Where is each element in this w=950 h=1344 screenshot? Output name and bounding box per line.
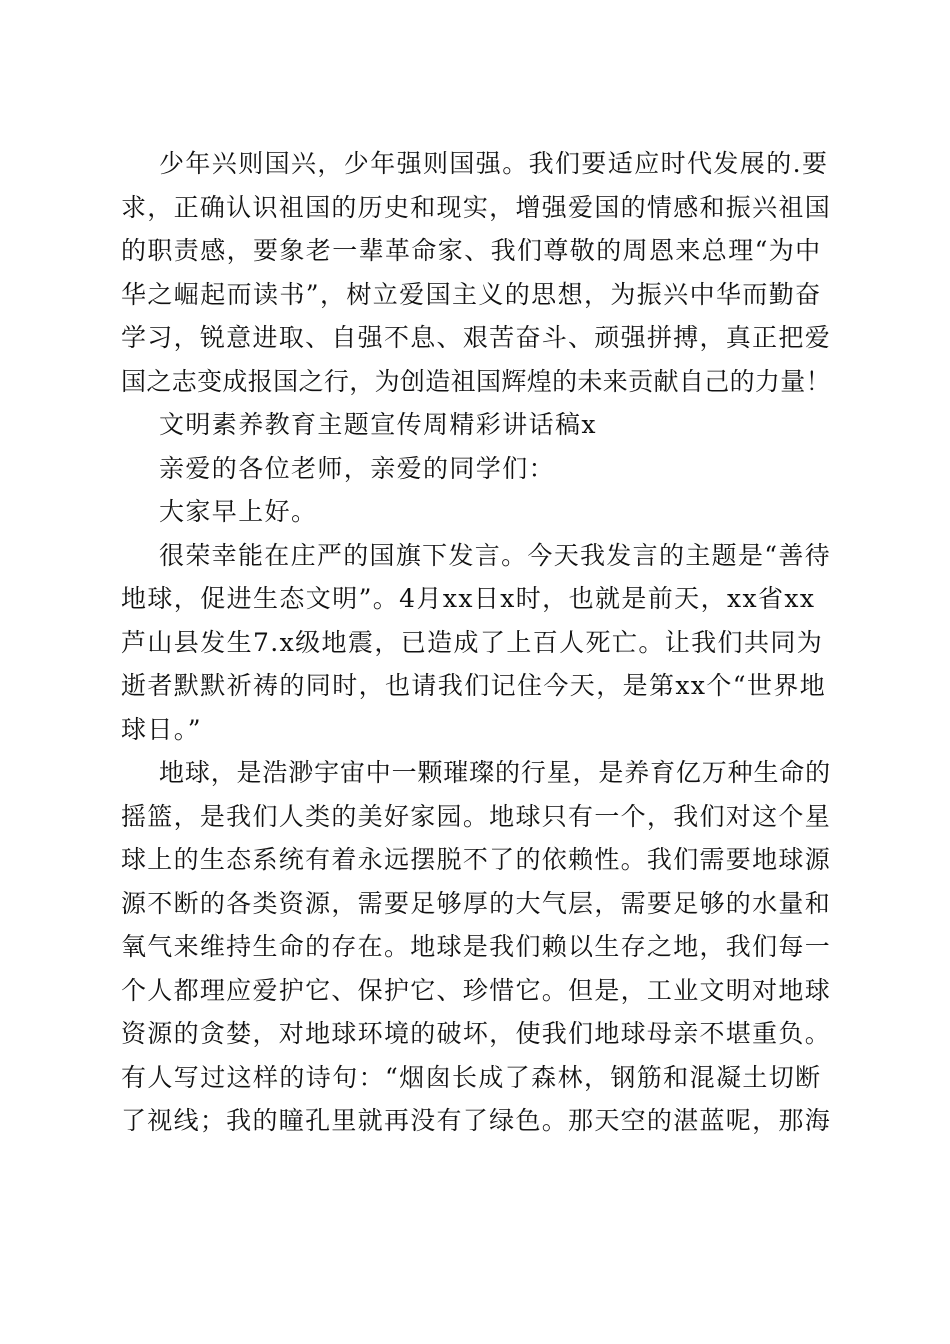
text-line: 有人写过这样的诗句：“烟囱长成了森林，钢筋和混凝土切断 (121, 1062, 822, 1092)
text-line: 个人都理应爱护它、保护它、珍惜它。但是，工业文明对地球 (121, 975, 831, 1005)
text-line: 的职责感，要象老一辈革命家、我们尊敬的周恩来总理“为中 (121, 236, 822, 265)
text-line: 华之崛起而读书”，树立爱国主义的思想，为振兴中华而勤奋 (121, 279, 822, 309)
paragraph-earth-description (121, 751, 831, 1143)
paragraph-youth-strength (121, 142, 831, 403)
text-line: 地球，是浩渺宇宙中一颗璀璨的行星，是养育亿万种生命的 (159, 758, 831, 787)
text-line: 摇篮，是我们人类的美好家园。地球只有一个，我们对这个星 (121, 801, 831, 831)
text-line: 学习，锐意进取、自强不息、艰苦奋斗、顽强拼搏，真正把爱 (121, 323, 831, 352)
text-line: 逝者默默祈祷的同时，也请我们记住今天，是第xx个“世界地 (121, 671, 827, 700)
speech-title (121, 403, 831, 447)
paragraph-earth-day-intro (121, 534, 831, 752)
text-line: 了视线；我的瞳孔里就再没有了绿色。那天空的湛蓝呢，那海 (121, 1106, 831, 1135)
text-line: 球日。” (121, 714, 202, 744)
greeting (121, 490, 831, 534)
text-line: 文明素养教育主题宣传周精彩讲话稿x (159, 410, 597, 439)
text-line: 求，正确认识祖国的历史和现实，增强爱国的情感和振兴祖国 (121, 192, 831, 222)
text-line: 大家早上好。 (159, 497, 318, 526)
text-line: 球上的生态系统有着永远摆脱不了的依赖性。我们需要地球源 (121, 845, 831, 874)
salutation (121, 447, 831, 491)
text-line: 国之志变成报国之行，为创造祖国辉煌的未来贡献自己的力量！ (121, 366, 831, 396)
text-line: 资源的贪婪，对地球环境的破坏，使我们地球母亲不堪重负。 (121, 1019, 831, 1048)
text-line: 很荣幸能在庄严的国旗下发言。今天我发言的主题是“善待 (159, 540, 831, 570)
text-line: 地球，促进生态文明”。4月xx日x时，也就是前天，xx省xx (121, 584, 816, 613)
document-body (121, 142, 831, 1143)
text-line: 芦山县发生7.x级地震，已造成了上百人死亡。让我们共同为 (121, 627, 824, 657)
text-line: 少年兴则国兴，少年强则国强。我们要适应时代发展的.要 (159, 149, 829, 178)
text-line: 氧气来维持生命的存在。地球是我们赖以生存之地，我们每一 (121, 932, 831, 961)
text-line: 源不断的各类资源，需要足够厚的大气层，需要足够的水量和 (121, 888, 831, 918)
text-line: 亲爱的各位老师，亲爱的同学们： (159, 453, 556, 483)
